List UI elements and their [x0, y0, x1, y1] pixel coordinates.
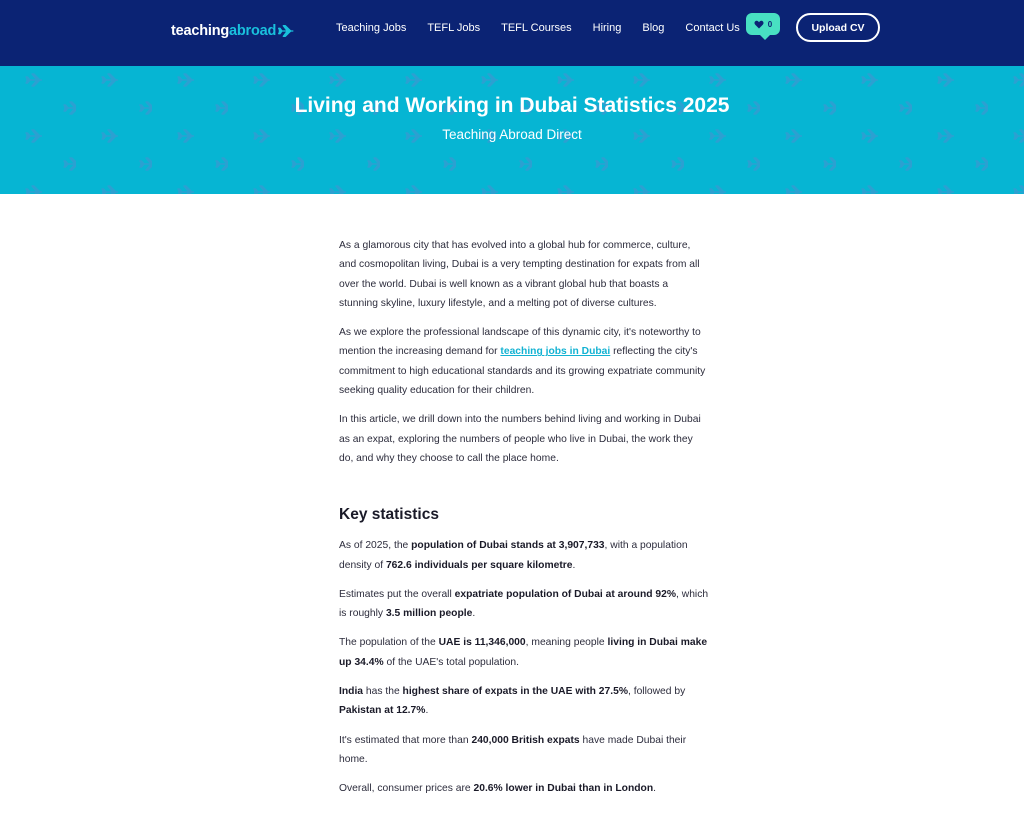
heart-icon	[754, 20, 764, 29]
stat-nationalities: India has the highest share of expats in the UAE with 27.5%, followed by Pakistan at 12.7%.	[339, 686, 686, 717]
page-title: Living and Working in Dubai Statistics 2025	[294, 94, 730, 117]
nav-item-tefl-courses[interactable]: TEFL Courses	[501, 22, 572, 34]
stat-expatriates: Estimates put the overall expatriate population of Dubai at around 92%, which is roughly 3.5 million people.	[339, 588, 709, 620]
hero-banner	[0, 66, 1024, 194]
nav-item-contact-us[interactable]: Contact Us	[685, 22, 740, 34]
logo-text-primary: teaching	[171, 23, 230, 39]
stat-british-expats: It's estimated that more than 240,000 British expats have made Dubai their home.	[339, 734, 687, 765]
logo-text-accent: abroad	[229, 23, 277, 39]
intro-paragraph-2: As we explore the professional landscape of this dynamic city, it's noteworthy to mention the increasing demand for teaching jobs in Dubai reflecting the city's commitment to high educational standards and its growing expatriate community seeking quality education for their children.	[339, 327, 706, 397]
stat-population: As of 2025, the population of Dubai stands at 3,907,733, with a population density of 762.6 individuals per square kilometre.	[339, 540, 688, 571]
article-body	[339, 236, 709, 809]
favourites-button[interactable]	[746, 13, 780, 35]
teaching-jobs-dubai-link[interactable]: teaching jobs in Dubai	[500, 346, 611, 358]
intro-paragraph-3: In this article, we drill down into the numbers behind living and working in Dubai as an expat, exploring the numbers of people who live in Dubai, the work they do, and why they choose to call the place home.	[339, 414, 701, 464]
stat-consumer-prices: Overall, consumer prices are 20.6% lower in Dubai than in London.	[339, 783, 656, 795]
stat-uae-share: The population of the UAE is 11,346,000, meaning people living in Dubai make up 34.4% of the UAE's total population.	[339, 637, 708, 668]
page-subtitle: Teaching Abroad Direct	[442, 127, 582, 142]
upload-cv-button[interactable]: Upload CV	[796, 13, 880, 42]
main-menu	[336, 20, 740, 36]
site-logo[interactable]	[171, 21, 294, 41]
nav-item-hiring[interactable]: Hiring	[592, 22, 622, 34]
key-statistics-heading: Key statistics	[339, 506, 439, 524]
nav-item-tefl-jobs[interactable]: TEFL Jobs	[427, 22, 481, 34]
nav-item-teaching-jobs[interactable]: Teaching Jobs	[336, 22, 407, 34]
plane-icon	[278, 24, 294, 38]
favourites-count: 0	[767, 19, 773, 29]
top-navigation	[0, 0, 1024, 66]
intro-paragraph-1: As a glamorous city that has evolved into a global hub for commerce, culture, and cosmopolitan living, Dubai is a very tempting destination for expats from all over the world. Dubai is well known as a vibrant global hub that boasts a stunning skyline, luxury lifestyle, and a melting pot of diverse cultures.	[339, 240, 700, 309]
nav-item-blog[interactable]: Blog	[642, 22, 665, 34]
